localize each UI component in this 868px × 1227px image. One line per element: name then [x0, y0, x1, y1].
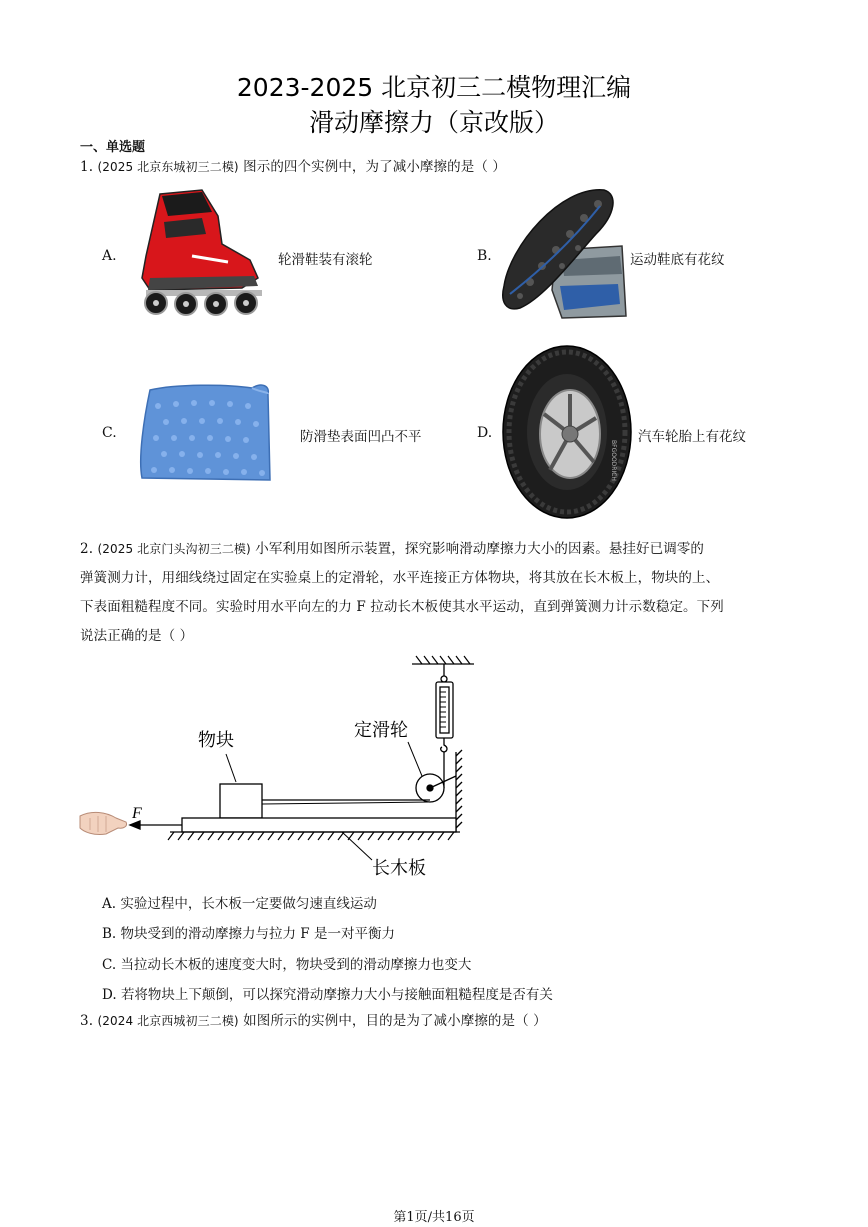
pulley-label: 定滑轮	[354, 720, 408, 741]
choice-letter: A.	[102, 896, 117, 912]
roller-skate-image	[132, 186, 266, 318]
question-text: 如图所示的实例中，目的是为了减小摩擦的是（ ）	[243, 1013, 547, 1029]
question-number: 1.	[80, 159, 94, 175]
section-heading: 一、单选题	[80, 140, 146, 155]
choice-letter: C.	[102, 957, 117, 973]
option-b-text: 运动鞋底有花纹	[630, 252, 725, 268]
board-label: 长木板	[372, 858, 426, 879]
question-3-stem	[80, 1007, 792, 1036]
question-number: 2.	[80, 541, 94, 557]
choice-text: 当拉动长木板的速度变大时，物块受到的滑动摩擦力也变大	[120, 957, 472, 973]
option-b-letter: B.	[477, 248, 492, 264]
car-tire-image	[500, 344, 634, 520]
choice-d	[102, 983, 553, 1003]
choice-text: 实验过程中，长木板一定要做匀速直线运动	[120, 896, 377, 912]
choice-b	[102, 922, 395, 942]
option-d-text: 汽车轮胎上有花纹	[638, 429, 746, 445]
option-a-text: 轮滑鞋装有滚轮	[278, 252, 373, 268]
option-c-text: 防滑垫表面凹凸不平	[300, 429, 422, 445]
question-1-stem	[80, 153, 792, 182]
spring-scale	[436, 664, 453, 788]
pulley	[416, 774, 456, 802]
friction-experiment-diagram	[76, 652, 486, 888]
choice-a	[102, 892, 377, 912]
option-d-letter: D.	[477, 425, 493, 441]
question-number: 3.	[80, 1013, 94, 1029]
force-label: F	[132, 805, 142, 822]
question-text-line2: 弹簧测力计，用细线绕过固定在实验桌上的定滑轮，水平连接正方体物块，将其放在长木板上，物块的上、	[80, 570, 720, 586]
question-text-line3: 下表面粗糙程度不同。实验时用水平向左的力 F 拉动长木板使其水平运动，直到弹簧测力计示数稳定。下列	[80, 599, 724, 615]
page-number: 第1页/共16页	[393, 1210, 475, 1225]
ceiling-hatch	[412, 656, 474, 664]
block	[220, 784, 262, 818]
page-title-line2: 滑动摩擦力（京改版）	[308, 108, 559, 137]
table-hatch	[168, 832, 460, 840]
sports-shoe-image	[500, 186, 628, 322]
hand-icon	[80, 812, 127, 834]
option-a-letter: A.	[102, 248, 117, 264]
choice-text: 物块受到的滑动摩擦力与拉力 F 是一对平衡力	[120, 926, 395, 942]
question-source: (2024 北京西城初三二模)	[97, 1014, 239, 1028]
long-board	[182, 818, 456, 832]
question-text-line1: 小军利用如图所示装置，探究影响滑动摩擦力大小的因素。悬挂好已调零的	[255, 541, 705, 557]
choice-text: 若将物块上下颠倒，可以探究滑动摩擦力大小与接触面粗糙程度是否有关	[120, 987, 553, 1003]
option-c-letter: C.	[102, 425, 117, 441]
question-source: (2025 北京东城初三二模)	[97, 160, 239, 174]
block-label: 物块	[198, 730, 234, 751]
choice-letter: D.	[102, 987, 117, 1003]
question-source: (2025 北京门头沟初三二模)	[97, 542, 251, 556]
svg-text:BFGOODRICH: BFGOODRICH	[610, 440, 617, 481]
force-arrow	[130, 821, 182, 829]
question-2-stem	[80, 535, 792, 651]
wall	[456, 750, 462, 832]
choice-c	[102, 953, 471, 973]
choice-letter: B.	[102, 926, 117, 942]
question-text-line4: 说法正确的是（ ）	[80, 628, 194, 644]
question-text: 图示的四个实例中，为了减小摩擦的是（ ）	[243, 159, 506, 175]
anti-slip-mat-image	[136, 378, 272, 484]
page-title-line1: 2023-2025 北京初三二模物理汇编	[236, 73, 632, 102]
